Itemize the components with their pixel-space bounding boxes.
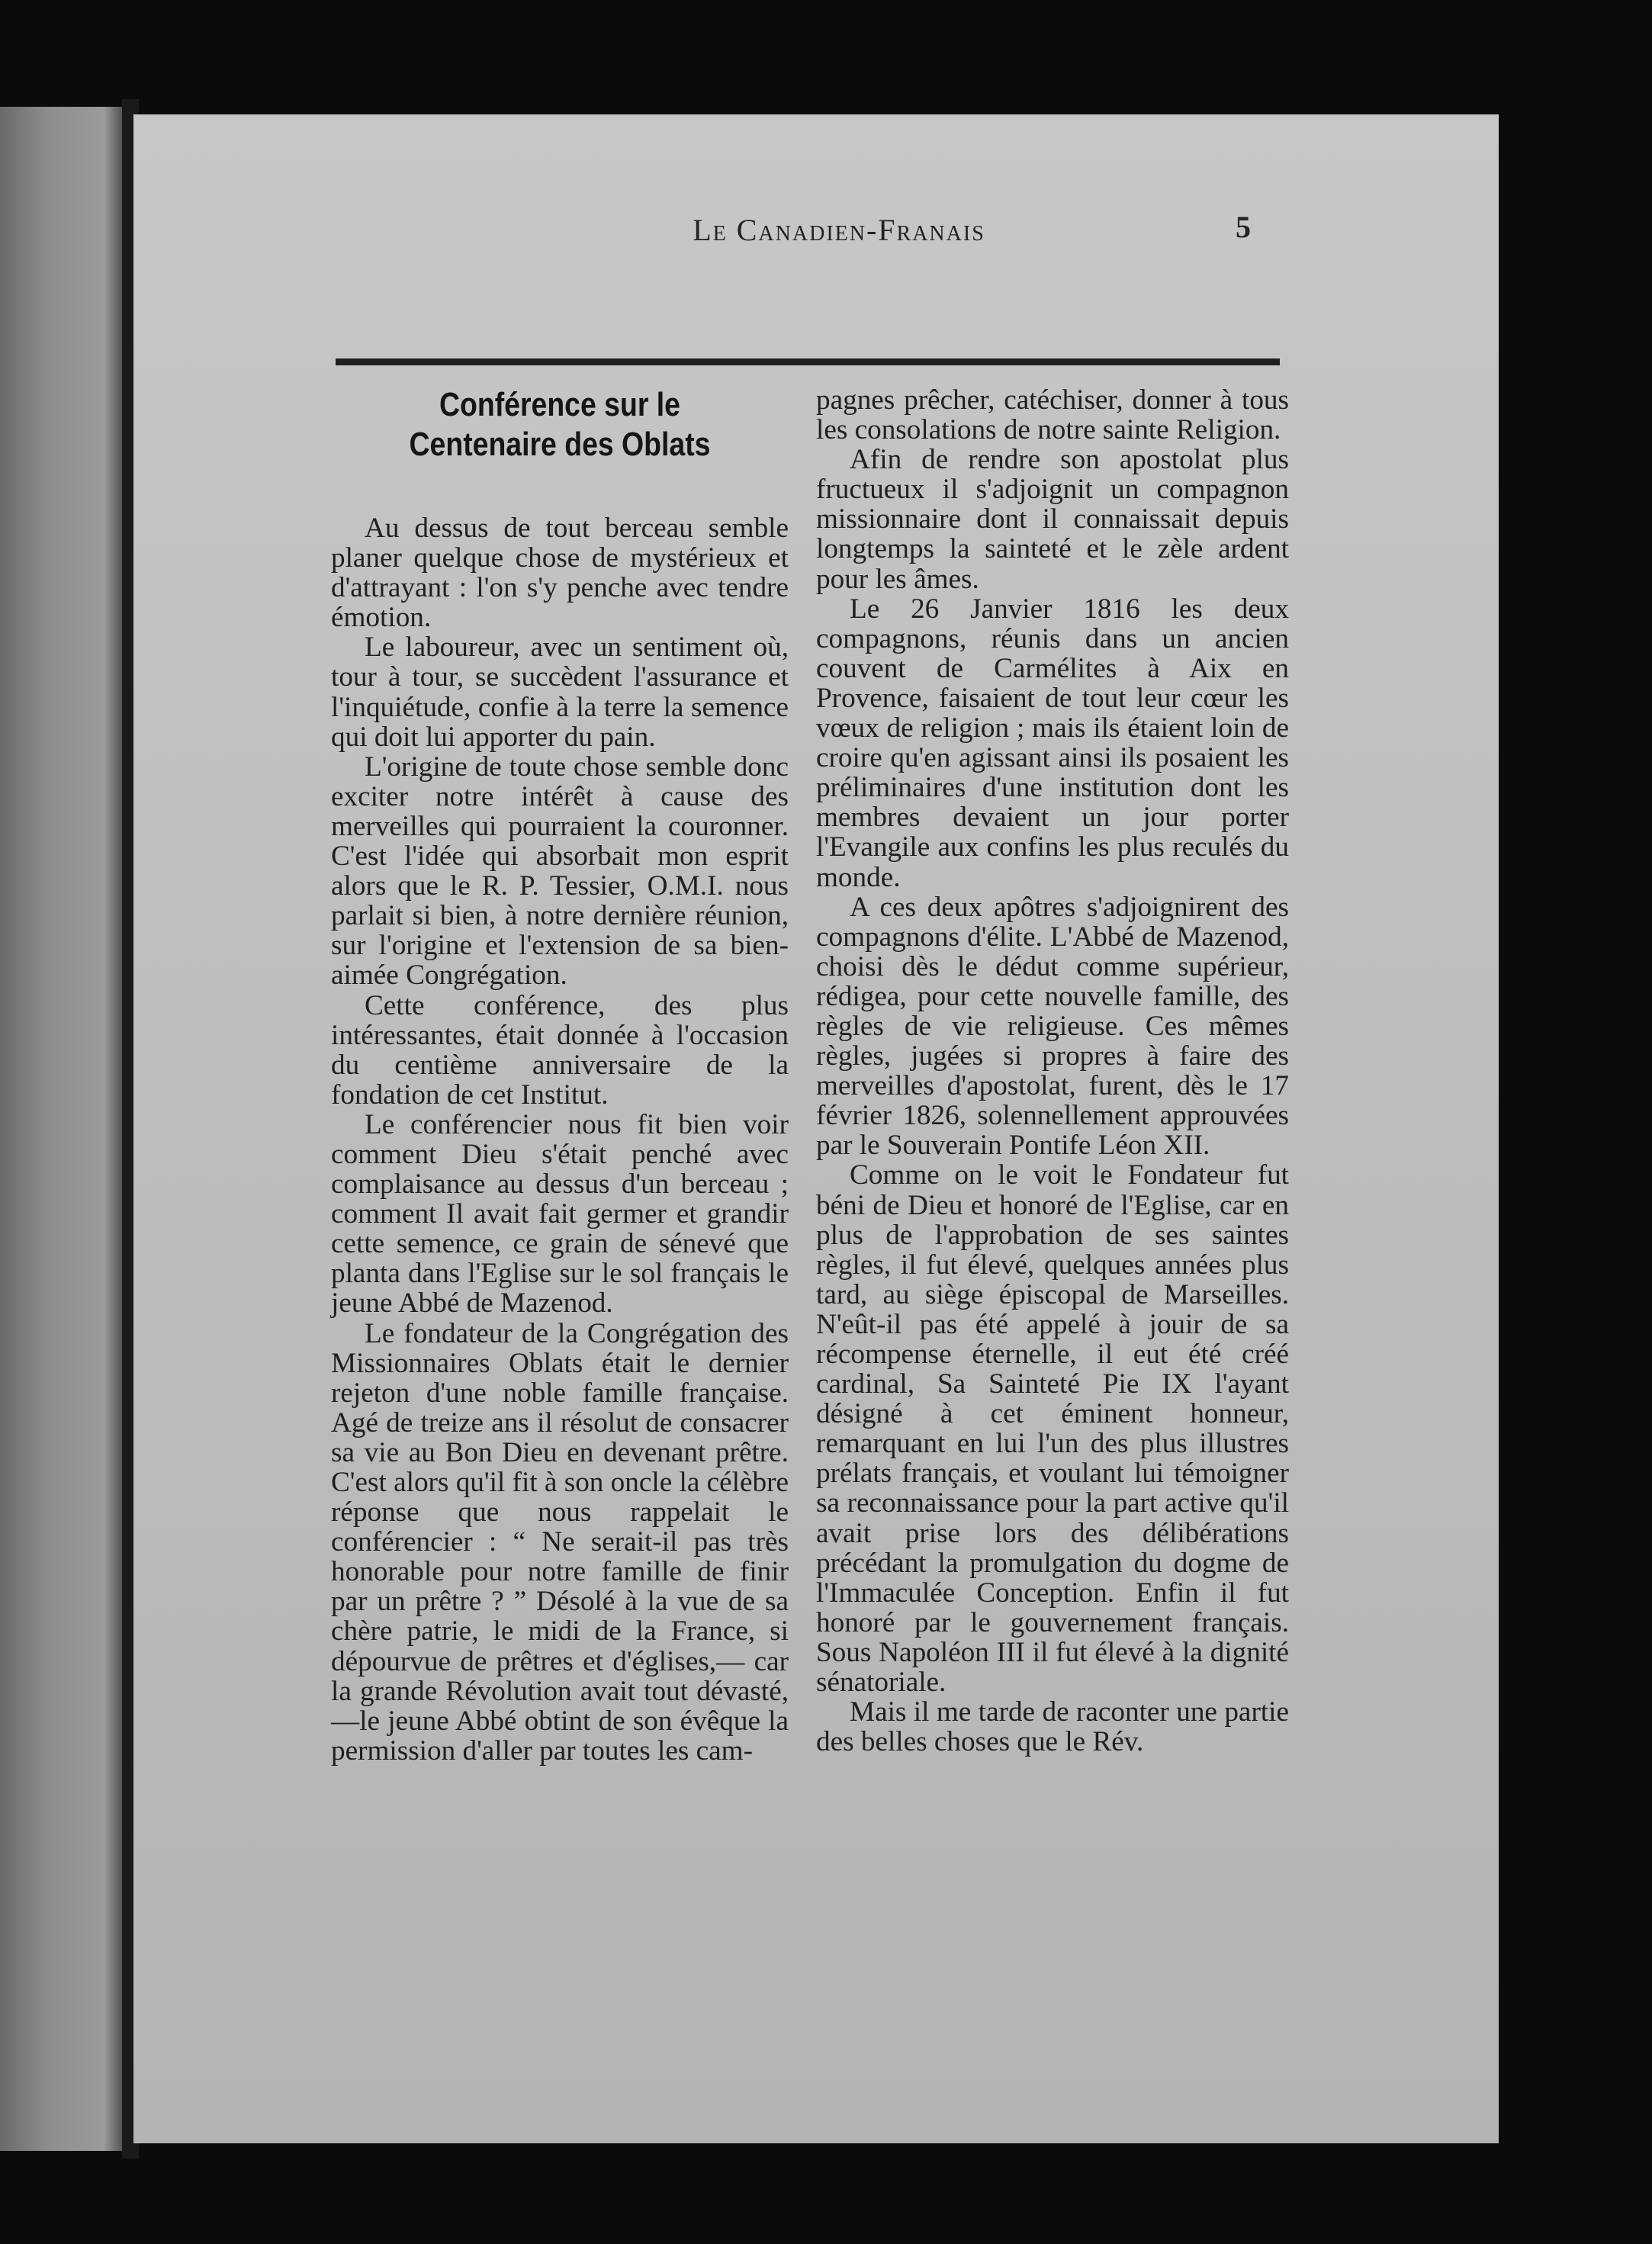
paragraph: L'origine de toute chose semble donc exciter notre intérêt à cause des merveilles qui pourraient la couronner. C'est l'idée qui absorbait mon esprit alors que le R. P. Tessier, O.M.I. nous parlait si bien, à notre dernière réunion, sur l'origine et l'extension de sa bien-aimée Congrégation. (331, 751, 789, 992)
page-header (336, 206, 1251, 267)
paragraph: Cette conférence, des plus intéressantes, était donnée à l'occasion du centième anniversaire de la fondation de cet Institut. (331, 989, 789, 1111)
paragraph: Au dessus de tout berceau semble planer quelque chose de mystérieux et d'attrayant : l'on s'y penche avec tendre émotion. (331, 513, 789, 634)
paragraph: Afin de rendre son apostolat plus fructueux il s'adjoignit un compagnon missionnaire dont il connaissait depuis longtemps la sainteté et le zèle ardent pour les âmes. (816, 444, 1289, 595)
right-column (816, 385, 1289, 1757)
left-column (331, 385, 789, 1766)
paragraph: Le laboureur, avec un sentiment où, tour à tour, se succèdent l'assurance et l'inquiétude, confie à la terre la semence qui doit lui apporter du pain. (331, 632, 789, 753)
page-number: 5 (1236, 210, 1251, 244)
paragraph: Comme on le voit le Fondateur fut béni de Dieu et honoré de l'Eglise, car en plus de l'approbation de ses saintes règles, il fut élevé, quelques années plus tard, au siège épiscopal de Marseilles. N'eût-il pas été appelé à jouir de sa récompense éternelle, il eut été créé cardinal, Sa Sainteté Pie IX l'ayant désigné à cet éminent honneur, remarquant en lui l'un des plus illustres prélats français, et voulant lui témoigner sa reconnaissance pour la part active qu'il avait prise lors des délibérations précédant la promulgation du dogme de l'Immaculée Conception. Enfin il fut honoré par le gouvernement français. Sous Napoléon III il fut élevé à la dignité sénatoriale. (816, 1159, 1289, 1699)
paragraph: Mais il me tarde de raconter une partie des belles choses que le Rév. (816, 1696, 1289, 1758)
paragraph: Le fondateur de la Congrégation des Missionnaires Oblats était le dernier rejeton d'une noble famille française. Agé de treize ans il résolut de consacrer sa vie au Bon Dieu en devenant prêtre. C'est alors qu'il fit à son oncle la célèbre réponse que nous rappelait le conférencier : “ Ne serait-il pas très honorable pour notre famille de finir par un prêtre ? ” Désolé à la vue de sa chère patrie, le midi de la France, si dépourvue de prêtres et d'églises,— car la grande Révolution avait tout dévasté,—le jeune Abbé obtint de son évêque la permission d'aller par toutes les cam- (331, 1317, 789, 1767)
article-title: Conférence sur le Centenaire des Oblats (409, 386, 711, 463)
paragraph-continuation: pagnes prêcher, catéchiser, donner à tous les consolations de notre sainte Religion. (816, 384, 1289, 446)
paragraph: Le 26 Janvier 1816 les deux compagnons, réunis dans un ancien couvent de Carmélites à Aix en Provence, faisaient de tout leur cœur les vœux de religion ; mais ils étaient loin de croire qu'en agissant ainsi ils posaient les préliminaires d'une institution dont les membres devaient un jour porter l'Evangile aux confins les plus reculés du monde. (816, 593, 1289, 893)
paragraph: A ces deux apôtres s'adjoignirent des compagnons d'élite. L'Abbé de Mazenod, choisi dès le dédut comme supérieur, rédigea, pour cette nouvelle famille, des règles de vie religieuse. Ces mêmes règles, jugées si propres à faire des merveilles d'apostolat, furent, dès le 17 février 1826, solennellement approuvées par le Souverain Pontife Léon XII. (816, 891, 1289, 1162)
facing-page-edge (0, 107, 122, 2151)
header-rule (336, 358, 1280, 365)
running-title: Le Canadien-Franais (693, 213, 985, 247)
paragraph: Le conférencier nous fit bien voir comment Dieu s'était penché avec complaisance au dessus d'un berceau ; comment Il avait fait germer et grandir cette semence, ce grain de sénevé que planta dans l'Eglise sur le sol français le jeune Abbé de Mazenod. (331, 1108, 789, 1320)
